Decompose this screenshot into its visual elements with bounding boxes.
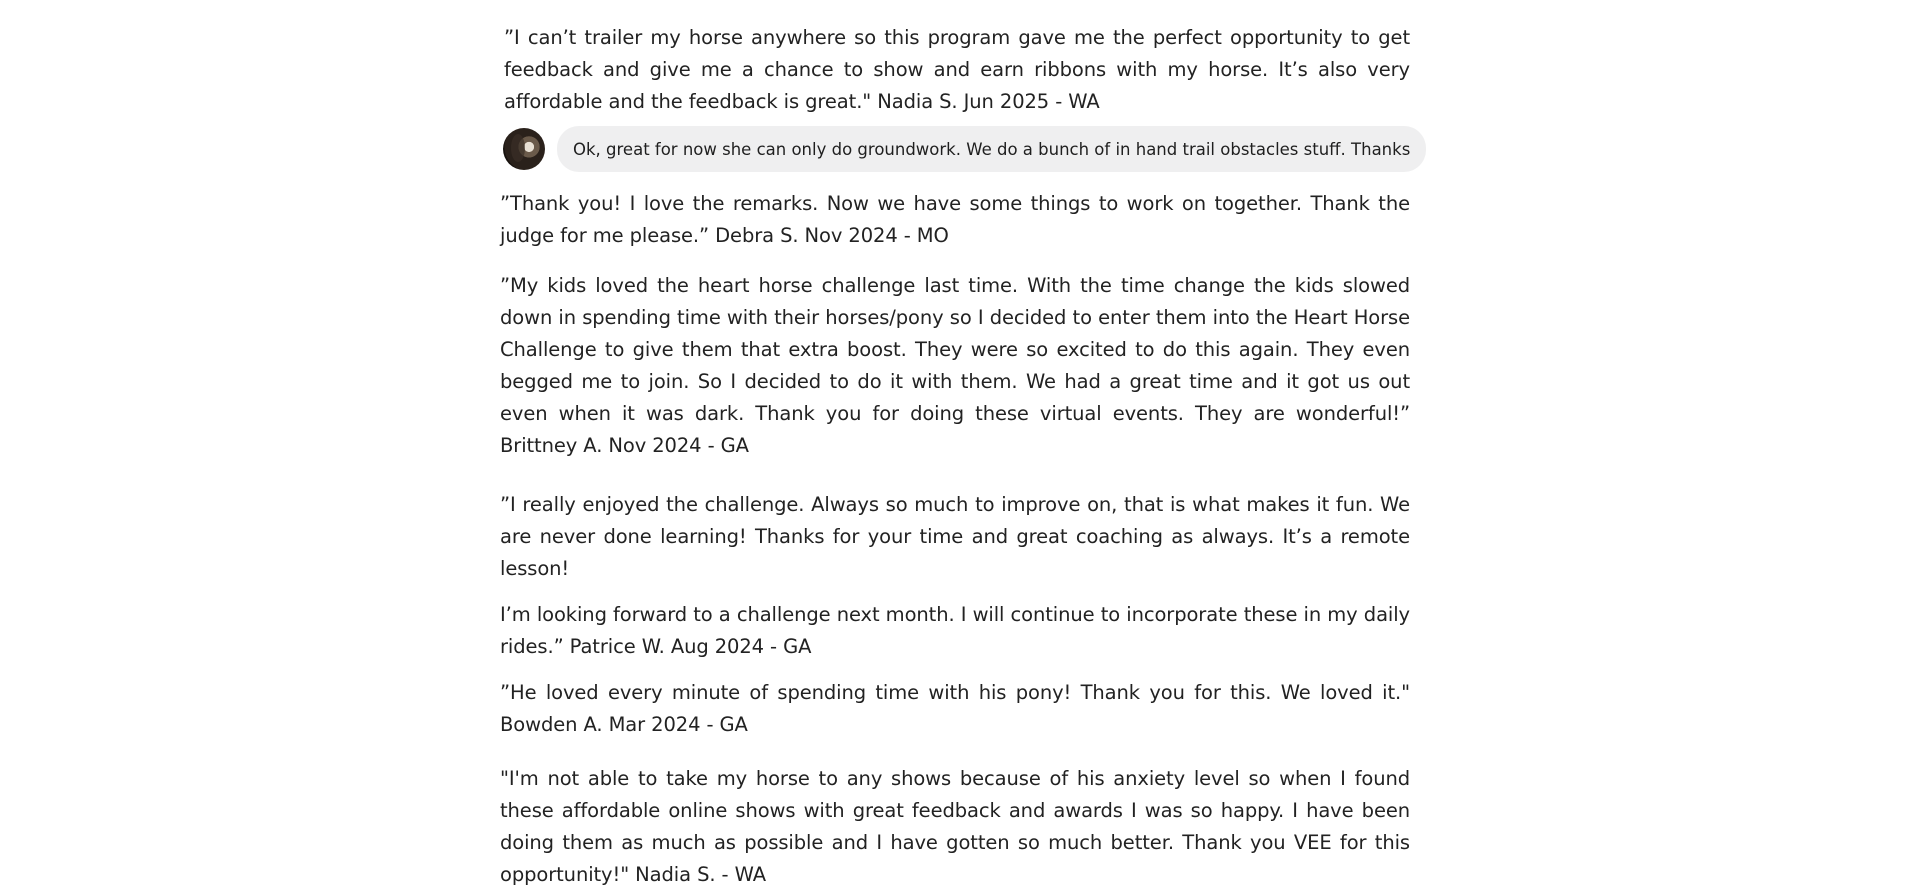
avatar[interactable] (503, 128, 545, 170)
testimonial-nadia-wa: "I'm not able to take my horse to any shows because of his anxiety level so when I found these affordable online shows with great feedback and awards I was so happy. I have been doing them as much as possible and I have gotten so much better. Thank you VEE for this opportunity!" Nadia S. - WA (500, 767, 1410, 886)
testimonial-debra-nov-2024: ”Thank you! I love the remarks. Now we have some things to work on together. Thank the judge for me please.” Debra S. Nov 2024 - MO (500, 192, 1410, 247)
chat-comment (503, 124, 1410, 174)
testimonial-brittney-nov-2024: ”My kids loved the heart horse challenge last time. With the time change the kids slowed down in spending time with their horses/pony so I decided to enter them into the Heart Horse Challenge to give them that extra boost. They were so excited to do this again. They even begged me to join. So I decided to do it with them. We had a great time and it got us out even when it was dark. Thank you for doing these virtual events. They are wonderful!” Brittney A. Nov 2024 - GA (500, 274, 1410, 457)
testimonials-column (500, 22, 1410, 891)
testimonial-patrice-part-2: I’m looking forward to a challenge next month. I will continue to incorporate these in my daily rides.” Patrice W. Aug 2024 - GA (500, 603, 1410, 658)
testimonial-nadia-jun-2025: ”I can’t trailer my horse anywhere so this program gave me the perfect opportunity to get feedback and give me a chance to show and earn ribbons with my horse. It’s also very affordable and the feedback is great." Nadia S. Jun 2025 - WA (504, 26, 1410, 113)
comment-bubble: Ok, great for now she can only do groundwork. We do a bunch of in hand trail obstacles stuff. Thanks (557, 126, 1426, 172)
testimonial-patrice-part-1: ”I really enjoyed the challenge. Always so much to improve on, that is what makes it fun. We are never done learning! Thanks for your time and great coaching as always. It’s a remote lesson! (500, 493, 1410, 580)
testimonial-bowden-mar-2024: ”He loved every minute of spending time with his pony! Thank you for this. We loved it." Bowden A. Mar 2024 - GA (500, 681, 1410, 736)
